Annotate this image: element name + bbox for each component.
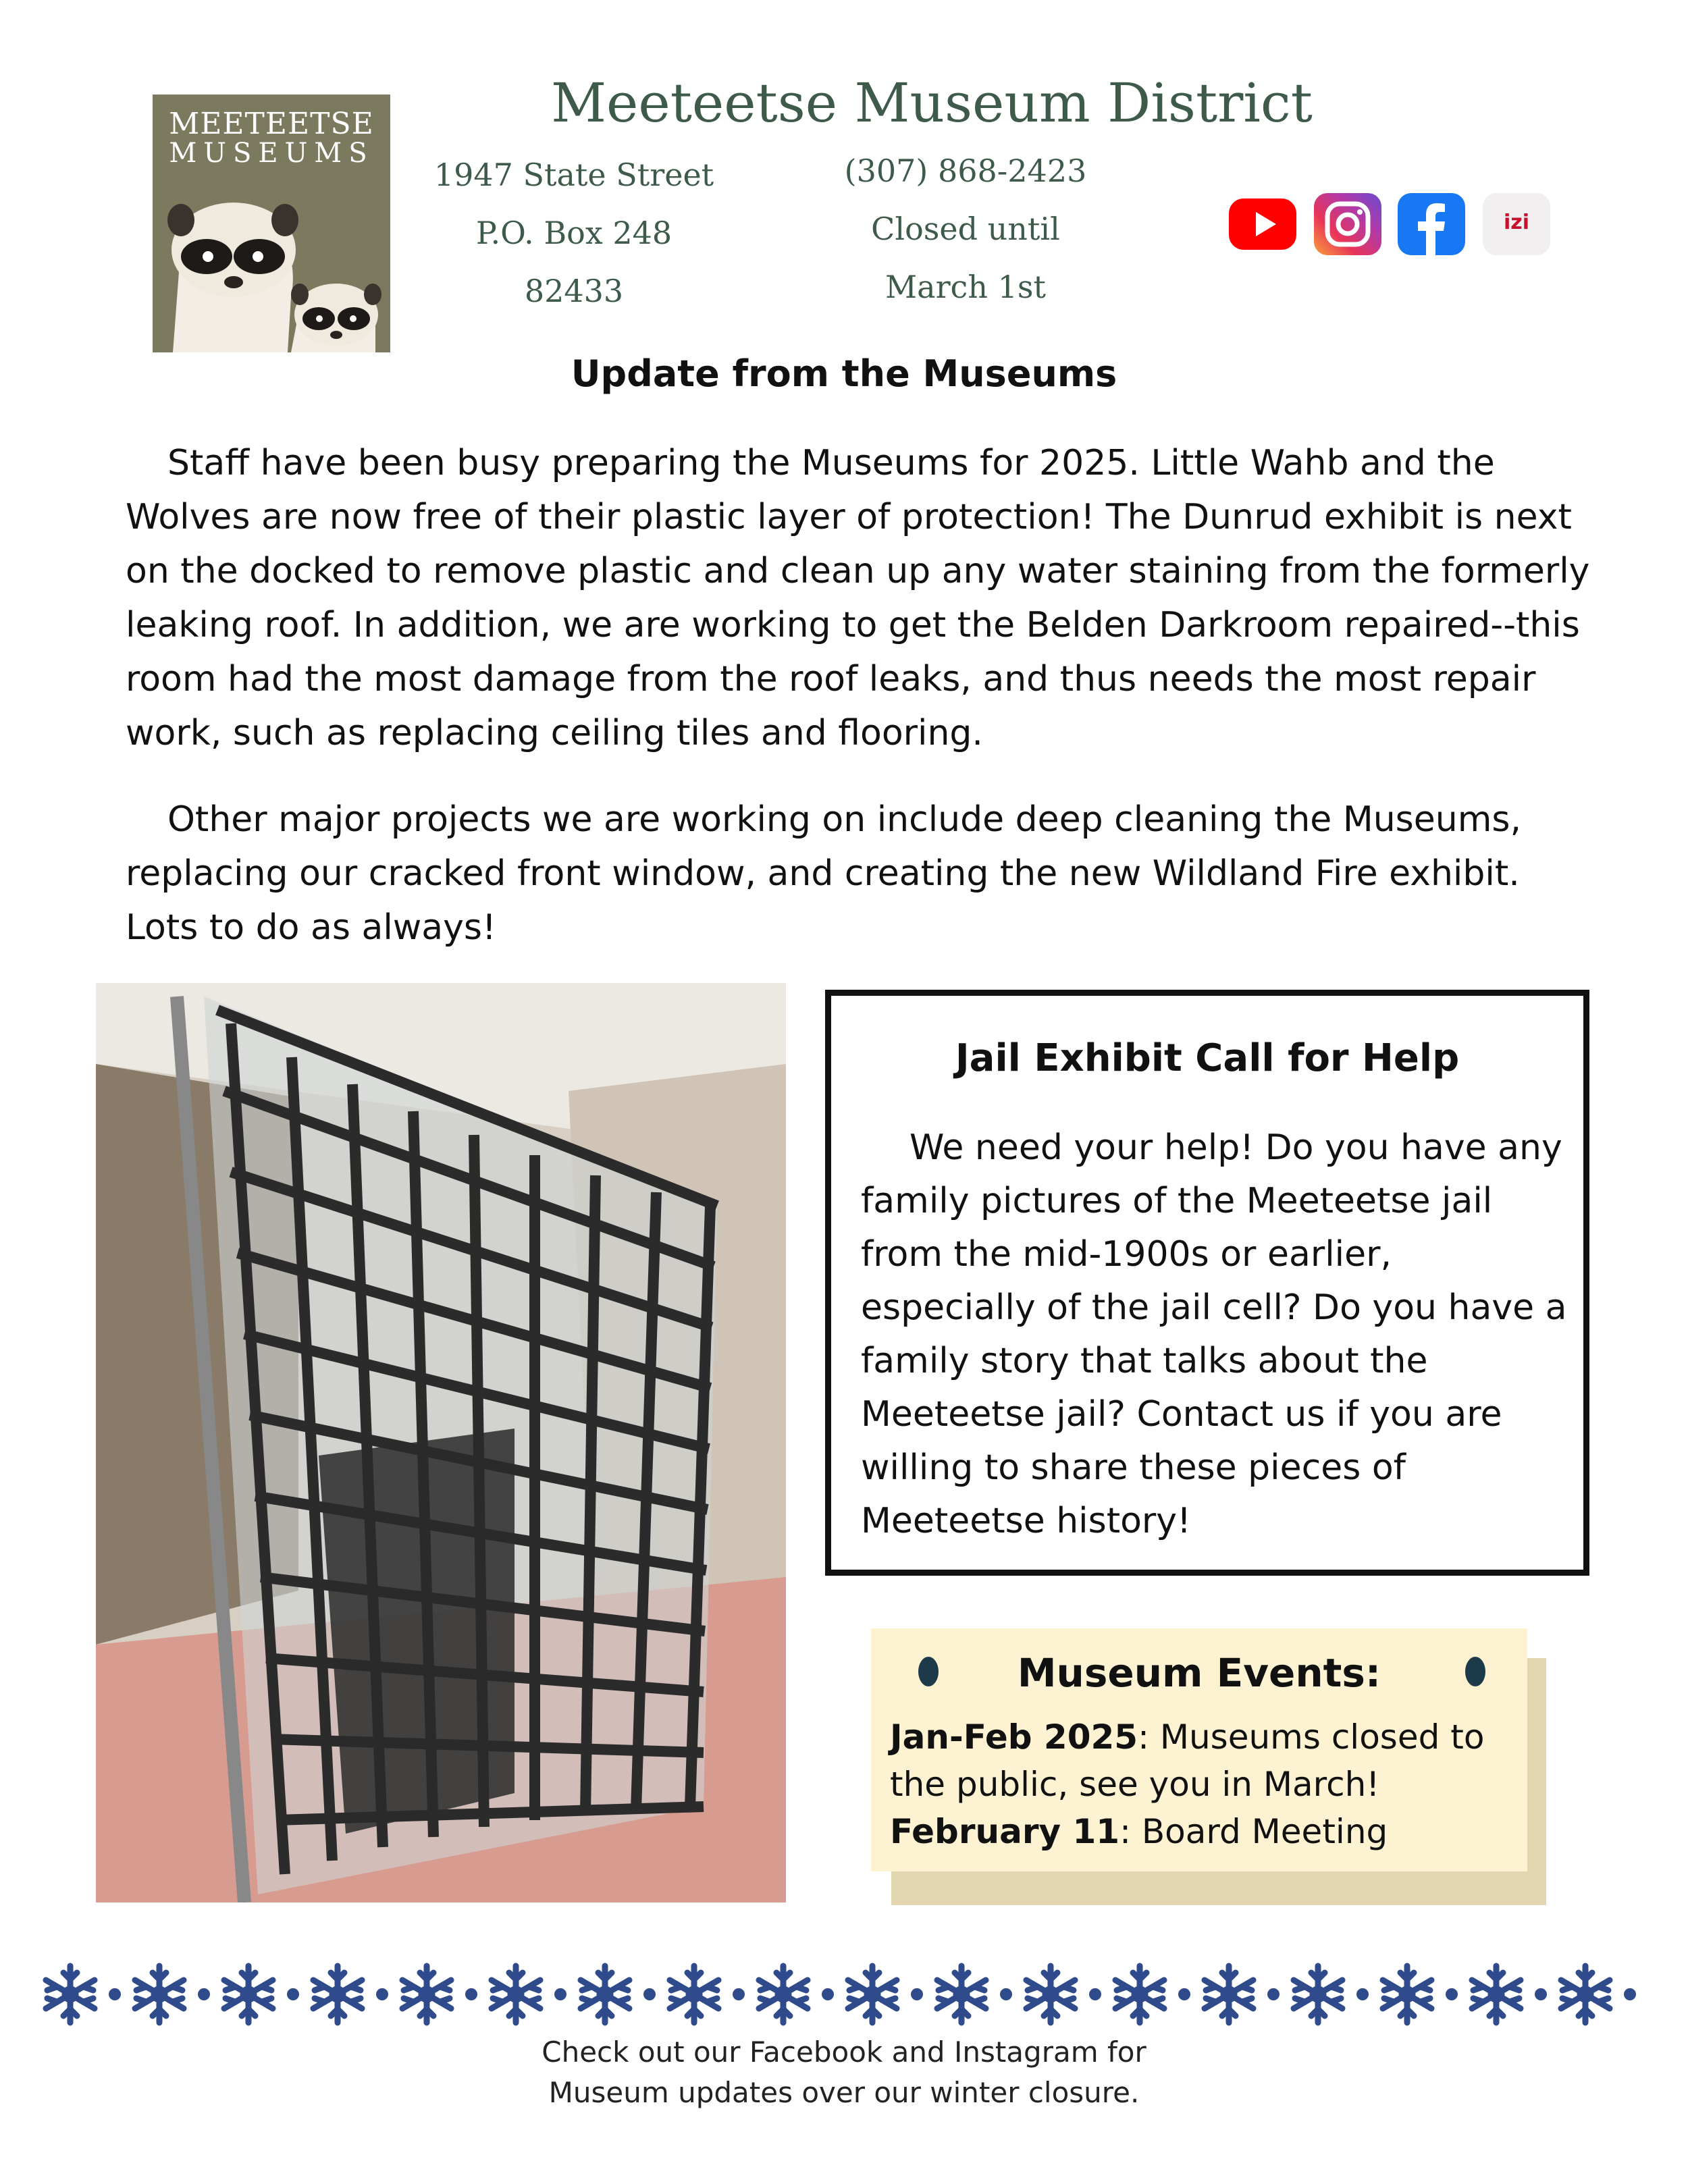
- update-paragraph-2: Other major projects we are working on include deep cleaning the Museums, replacing our cracked front window, and creating the new Wildland Fire exhibit. Lots to do as always!: [126, 799, 1521, 948]
- snowflake-separator-dot: [376, 1988, 388, 2000]
- logo-text-line2: MUSEUMS: [169, 138, 374, 169]
- izi-travel-icon[interactable]: [1483, 193, 1550, 255]
- event-description: : Board Meeting: [1119, 1812, 1388, 1851]
- snowflake-icon: [313, 1966, 362, 2023]
- snowflake-separator-dot: [1356, 1988, 1369, 2000]
- update-heading: Update from the Museums: [571, 352, 1117, 395]
- snowflake-icon: [402, 1966, 451, 2023]
- update-paragraph-1: Staff have been busy preparing the Museums for 2025. Little Wahb and the Wolves are now free of their plastic layer of protection! The Dunrud exhibit is next on the docked to remove plastic and clean up any water staining from the formerly leaking roof. In addition, we are working to get the Belden Darkroom repaired--this room had the most damage from the roof leaks, and thus needs the most repair work, such as replacing ceiling tiles and flooring.: [126, 443, 1590, 753]
- snowflake-separator-dot: [109, 1988, 121, 2000]
- phone-number: (307) 868-2423: [844, 153, 1087, 189]
- jail-cell-illustration: [96, 983, 786, 1902]
- izi-label: izi: [1503, 211, 1530, 234]
- snowflake-separator-dot: [1446, 1988, 1458, 2000]
- snowflake-icon: [224, 1966, 273, 2023]
- snowflake-icon: [1561, 1966, 1610, 2023]
- logo-text-line1: MEETEETSE: [169, 107, 374, 141]
- snowflake-icon: [1383, 1966, 1431, 2023]
- youtube-icon[interactable]: [1229, 198, 1296, 250]
- snowflake-icon: [46, 1966, 95, 2023]
- snowflake-icon: [1205, 1966, 1253, 2023]
- jail-exhibit-heading: Jail Exhibit Call for Help: [955, 1036, 1460, 1080]
- jail-exhibit-text: We need your help! Do you have any family pictures of the Meeteetse jail from the mid-1900s or earlier, especially of the jail cell? Do you have a family story that talks about the Meeteetse jail? Contact us if you are willing to share these pieces of Meeteetse history!: [861, 1127, 1567, 1541]
- event-date: February 11: [890, 1812, 1120, 1851]
- snowflake-separator-dot: [733, 1988, 745, 2000]
- snowflake-separator-dot: [287, 1988, 299, 2000]
- snowflake-icon: [1472, 1966, 1521, 2023]
- snowflake-icon: [135, 1966, 184, 2023]
- snowflake-separator-dot: [822, 1988, 834, 2000]
- jail-cell-photo: [96, 983, 786, 1902]
- snowflake-icon: [1026, 1966, 1075, 2023]
- snowflake-border: [41, 1956, 1647, 2032]
- instagram-icon[interactable]: [1314, 193, 1381, 255]
- snowflake-separator-dot: [1178, 1988, 1190, 2000]
- snowflake-icon: [1115, 1966, 1164, 2023]
- snowflake-icon: [759, 1966, 808, 2023]
- snowflake-icon: [670, 1966, 718, 2023]
- footer-note: Check out our Facebook and Instagram for Museum updates over our winter closure.: [542, 2035, 1146, 2109]
- events-list: [890, 1713, 1518, 1855]
- address-zip: 82433: [524, 273, 624, 309]
- snowflake-separator-dot: [643, 1988, 656, 2000]
- events-heading: Museum Events:: [1017, 1650, 1381, 1696]
- snowflake-icon: [937, 1966, 986, 2023]
- address-po-box: P.O. Box 248: [475, 215, 672, 251]
- snowflake-separator-dot: [1000, 1988, 1012, 2000]
- snowflake-separator-dot: [1624, 1988, 1636, 2000]
- event-description: : Museums closed to the public, see you in March!: [890, 1717, 1485, 1804]
- event-date: Jan-Feb 2025: [890, 1717, 1138, 1757]
- snowflake-icon: [581, 1966, 629, 2023]
- closed-status-line2: March 1st: [885, 269, 1046, 305]
- museum-logo: [153, 95, 390, 352]
- page-title: Meeteetse Museum District: [551, 72, 1313, 134]
- snowflake-separator-dot: [465, 1988, 477, 2000]
- snowflake-icon: [492, 1966, 540, 2023]
- snowflake-separator-dot: [198, 1988, 210, 2000]
- snowflake-separator-dot: [1089, 1988, 1101, 2000]
- ferret-illustration: [153, 95, 390, 352]
- facebook-icon[interactable]: [1398, 193, 1465, 255]
- snowflake-separator-dot: [911, 1988, 923, 2000]
- snowflake-separator-dot: [1267, 1988, 1280, 2000]
- address-street: 1947 State Street: [433, 157, 714, 193]
- snowflake-icon: [1294, 1966, 1342, 2023]
- snowflake-icon: [848, 1966, 897, 2023]
- snowflake-separator-dot: [554, 1988, 566, 2000]
- snowflake-separator-dot: [1535, 1988, 1547, 2000]
- closed-status-line1: Closed until: [871, 211, 1060, 247]
- jail-exhibit-box: [825, 990, 1589, 1576]
- museum-events-box: [871, 1628, 1527, 1871]
